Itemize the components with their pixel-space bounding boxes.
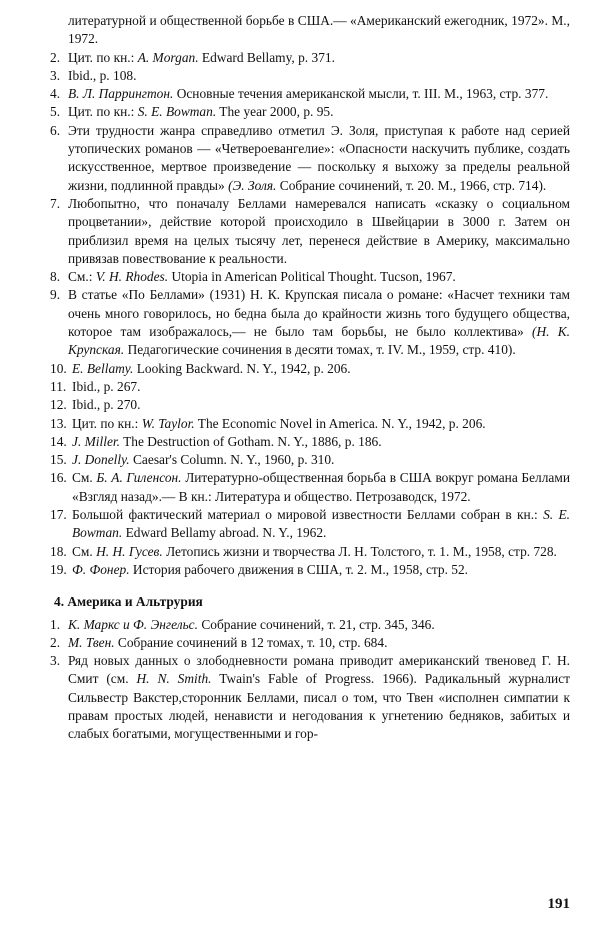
footnote-text: Собрание сочинений в 12 томах, т. 10, стр. 684. — [117, 634, 388, 650]
footnote-number: 11. — [50, 378, 67, 394]
footnote-text: Собрание сочинений, т. 20. М., 1966, стр. 714). — [279, 177, 547, 193]
footnote — [50, 616, 570, 634]
footnote-number: 17. — [50, 507, 67, 523]
footnote — [50, 286, 570, 359]
footnote-number: 1. — [50, 616, 61, 632]
notes-section-3 — [50, 49, 570, 580]
footnote — [50, 433, 570, 451]
footnote-number: 19. — [50, 561, 67, 577]
footnote-number: 10. — [50, 360, 67, 376]
footnote-number: 9. — [50, 287, 61, 303]
footnote-number: 18. — [50, 543, 67, 559]
footnote-author: W. Taylor. — [141, 415, 195, 431]
footnote-prefix: Цит. по кн.: — [68, 104, 138, 120]
footnote — [50, 122, 570, 195]
footnote-text: Edward Bellamy abroad. N. Y., 1962. — [125, 525, 327, 541]
footnote-text: Ряд новых данных о злободневности романа приводит американский твеновед Г. Н. Смит (см. — [68, 653, 570, 687]
footnote-text: Основные течения американской мысли, т. III. М., 1963, стр. 377. — [176, 86, 549, 102]
footnote-text: The year 2000, p. 95. — [219, 104, 334, 120]
footnote-prefix: См.: — [68, 269, 96, 285]
footnote-author: A. Morgan. — [137, 49, 199, 65]
footnote-number: 3. — [50, 653, 61, 669]
footnote-text: The Destruction of Gotham. N. Y., 1886, p. 186. — [123, 433, 382, 449]
footnote-text: Caesar's Column. N. Y., 1960, p. 310. — [133, 452, 335, 468]
footnote-number: 2. — [50, 634, 61, 650]
footnote — [50, 378, 570, 396]
footnote-author: E. Bellamy. — [72, 360, 134, 376]
footnote — [50, 506, 570, 543]
footnote-text: The Economic Novel in America. N. Y., 1942, p. 206. — [197, 415, 486, 431]
footnote — [50, 268, 570, 286]
footnote-number: 13. — [50, 415, 67, 431]
footnote-text: В статье «По Беллами» (1931) Н. К. Крупская писала о романе: «Насчет техники там очень много говорилось, но бедна была до крайности жизнь того будущего общества, которое там изображалось,— не было там борьбы, не было коллектива» — [68, 287, 570, 340]
footnote-text: Педагогические сочинения в десяти томах, т. IV. М., 1959, стр. 410). — [127, 342, 516, 358]
footnote-text: История рабочего движения в США, т. 2. М., 1958, стр. 52. — [132, 561, 469, 577]
notes-section-4 — [50, 616, 570, 744]
footnote-number: 14. — [50, 433, 67, 449]
footnote — [50, 103, 570, 121]
footnote-text: Looking Backward. N. Y., 1942, p. 206. — [136, 360, 351, 376]
footnote-number: 8. — [50, 269, 61, 285]
footnote-author: Ф. Фонер. — [72, 561, 130, 577]
footnote-author: S. E. Bowman. — [72, 507, 570, 541]
footnote-author: J. Miller. — [72, 433, 120, 449]
footnote-number: 16. — [50, 470, 67, 486]
footnote-text: Twain's Fable of Progress. 1966). Радикальный журналист Сильвестр Вакстер,сторонник Беллами, писал о том, что Твен «исполнен симпатии к правам простых людей, ненависти и негодования к угнетению бедняков, забитых и слабых богатыми, могущественными и гор- — [68, 671, 571, 742]
footnote-text: Utopia in American Political Thought. Tucson, 1967. — [171, 269, 456, 285]
footnote-author: (Э. Золя. — [228, 177, 277, 193]
footnote — [50, 85, 570, 103]
footnote-text: Ibid., p. 267. — [72, 378, 141, 394]
footnote-number: 15. — [50, 452, 67, 468]
footnote — [50, 469, 570, 506]
footnote-author: S. E. Bowman. — [137, 104, 217, 120]
footnote-author: Н. Н. Гусев. — [96, 543, 163, 559]
footnote-text: Летопись жизни и творчества Л. Н. Толстого, т. 1. М., 1958, стр. 728. — [166, 543, 557, 559]
footnote-prefix: См. — [72, 543, 97, 559]
footnote-author: H. N. Smith. — [136, 671, 212, 687]
page-body — [50, 12, 570, 744]
footnote-prefix: Цит. по кн.: — [68, 49, 138, 65]
footnote-number: 7. — [50, 195, 61, 211]
footnote — [50, 67, 570, 85]
footnote-number: 5. — [50, 104, 61, 120]
footnote-number: 2. — [50, 49, 61, 65]
footnote-author: (Н. К. Крупская. — [68, 324, 570, 358]
footnote-number: 12. — [50, 397, 67, 413]
footnote-text: Эти трудности жанра справедливо отметил Э. Золя, приступая к работе над серией утопических романов — «Четвероевангелие»: «Опасности наскучить публике, создать искусственное, мертвое произведение — поскольку я выхожу за пределы реальной жизни, подлинной правды» — [68, 122, 570, 193]
footnote-author: J. Donelly. — [72, 452, 130, 468]
footnote — [50, 195, 570, 268]
footnote-continuation: литературной и общественной борьбе в США.— «Американский ежегодник, 1972». М., 1972. — [68, 13, 570, 47]
footnote-number: 6. — [50, 122, 61, 138]
footnote-text: Ibid., p. 270. — [72, 397, 141, 413]
footnote — [50, 561, 570, 579]
page-number: 191 — [547, 896, 570, 912]
footnote-author: Б. А. Гиленсон. — [96, 470, 182, 486]
footnote — [50, 634, 570, 652]
footnote-author: V. H. Rhodes. — [95, 269, 169, 285]
footnote — [50, 396, 570, 414]
footnote — [50, 451, 570, 469]
footnote-author: В. Л. Паррингтон. — [68, 86, 174, 102]
footnote — [50, 652, 570, 743]
footnote-number: 4. — [50, 86, 61, 102]
footnote-text: Edward Bellamy, p. 371. — [201, 49, 335, 65]
footnote-author: К. Маркс и Ф. Энгельс. — [68, 616, 198, 632]
footnote-text: Литературно-общественная борьба в США вокруг романа Беллами «Взгляд назад».— В кн.: Литература и общество. Петрозаводск, 1972. — [72, 470, 570, 504]
footnote-text: Любопытно, что поначалу Беллами намеревался написать «сказку о социальном процветании», действие которой происходило в Швейцарии в 3000 г. Затем он приблизил время на целых тысячу лет, перенеся действие в Америку, максимально привязав повествование к реальности. — [68, 195, 570, 266]
footnote-text: Ibid., p. 108. — [68, 67, 137, 83]
footnote — [50, 49, 570, 67]
footnote-text: Большой фактический материал о мировой известности Беллами собран в кн.: — [72, 507, 538, 523]
footnote — [50, 415, 570, 433]
footnote-prefix: См. — [72, 470, 97, 486]
footnote-text: Собрание сочинений, т. 21, стр. 345, 346. — [201, 616, 435, 632]
section-heading: 4. Америка и Альтрурия — [54, 594, 203, 610]
footnote-author: М. Твен. — [68, 634, 115, 650]
footnote-number: 3. — [50, 67, 61, 83]
footnote-prefix: Цит. по кн.: — [72, 415, 142, 431]
footnote — [50, 543, 570, 561]
section-gap — [50, 579, 570, 593]
footnote — [50, 360, 570, 378]
